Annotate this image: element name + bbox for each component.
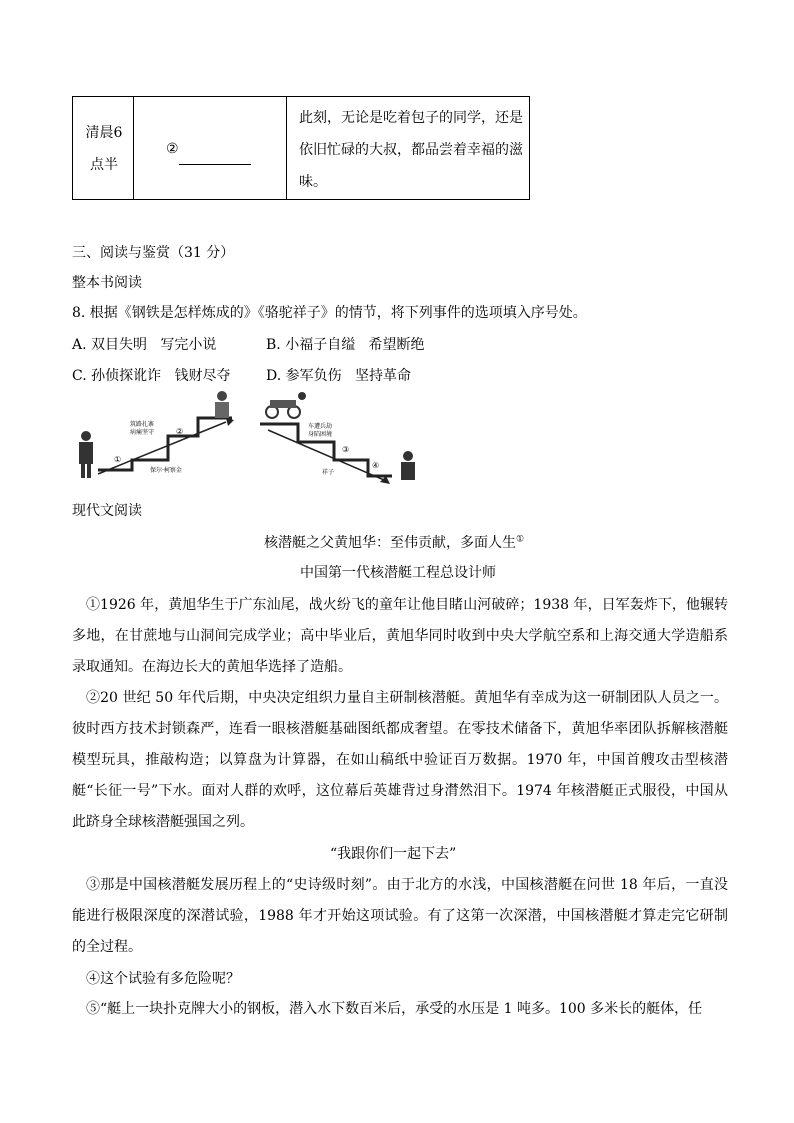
article-subtitle-1: 中国第一代核潜艇工程总设计师: [300, 565, 496, 581]
left-note-line2: 病痛坚守: [130, 429, 155, 436]
subsection-modern-reading: 现代文阅读: [72, 503, 142, 519]
right-note-line1: 车遭兵劫: [308, 423, 333, 430]
option-d: D. 参军负伤 坚持革命: [266, 368, 411, 384]
left-note-line1: 筑路扎寨: [130, 421, 155, 428]
article-subtitle-2: “我跟你们一起下去”: [330, 846, 457, 862]
person-icon: [215, 391, 229, 418]
right-name-label: 祥子: [322, 469, 335, 476]
paragraph-4: ④这个试验有多危险呢？: [86, 971, 240, 987]
section-heading: 三、阅读与鉴赏（31 分）: [72, 245, 235, 261]
time-text: 清晨6点半: [85, 125, 123, 173]
option-b: B. 小福子自缢 希望断绝: [266, 337, 425, 353]
paragraph-3: ③那是中国核潜艇发展历程上的“史诗级时刻”。由于北方的水浅，中国核潜艇在问世 18 年后，一直没能进行极限深度的深潜试验，1988 年才开始这项试验。有了这第一次深潜，中国核潜艇才算走完它研制的全过程。: [72, 877, 728, 955]
question-8: 8. 根据《钢铁是怎样炼成的》《骆驼祥子》的情节，将下列事件的选项填入序号处。: [72, 305, 587, 321]
table-cell-content: [287, 97, 529, 199]
rickshaw-icon: [266, 392, 306, 418]
answer-blank[interactable]: [179, 148, 251, 165]
step-number-2: ②: [176, 427, 184, 436]
step-number-4: ④: [372, 461, 380, 470]
subsection-whole-book: 整本书阅读: [72, 275, 142, 291]
paragraph-2: ②20 世纪 50 年代后期，中央决定组织力量自主研制核潜艇。黄旭华有幸成为这一研制团队人员之一。彼时西方技术封锁森严，连看一眼核潜艇基础图纸都成奢望。在零技术储备下，黄旭华率团队拆解核潜艇模型玩具，推敲构造；以算盘为计算器，在如山稿纸中验证百万数据。1970 年，中国首艘攻击型核潜艇“长征一号”下水。面对人群的欢呼，这位幕后英雄背过身潸然泪下。1974 年核潜艇正式服役，中国从此跻身全球核潜艇强国之列。: [72, 690, 728, 830]
blank-number: ②: [166, 141, 179, 157]
paragraph-5: ⑤“艇上一块扑克牌大小的钢板，潜入水下数百米后，承受的水压是 1 吨多。100 多米长的艇体，任: [86, 1001, 703, 1017]
table-cell-time: [73, 97, 134, 199]
right-note-line2: 身陷困境: [308, 431, 333, 438]
footnote-mark: ①: [516, 534, 525, 545]
table-cell-blank: [134, 97, 287, 199]
article-title: [264, 532, 524, 552]
article-title-text: 核潜艇之父黄旭华：至伟贡献，多面人生: [264, 535, 516, 551]
step-number-3: ③: [342, 445, 350, 454]
option-a: A. 双目失明 写完小说: [72, 337, 217, 353]
step-number-1: ①: [114, 455, 122, 464]
left-name-label: 保尔·柯察金: [150, 467, 182, 474]
person-icon: [79, 431, 93, 478]
paragraph-1: ①1926 年，黄旭华生于广东汕尾，战火纷飞的童年让他目睹山河破碎；1938 年，日军轰炸下，他辗转多地，在甘蔗地与山洞间完成学业；高中毕业后，黄旭华同时收到中央大学航空系和上海交通大学造船系录取通知。在海边长大的黄旭华选择了造船。: [72, 597, 728, 675]
staircase-figure: [72, 390, 432, 490]
person-icon: [401, 451, 415, 480]
content-text: 此刻，无论是吃着包子的同学，还是依旧忙碌的大叔，都品尝着幸福的滋味。: [299, 110, 523, 190]
option-c: C. 孙侦探讹诈 钱财尽夺: [72, 368, 231, 384]
info-table: [72, 96, 530, 200]
